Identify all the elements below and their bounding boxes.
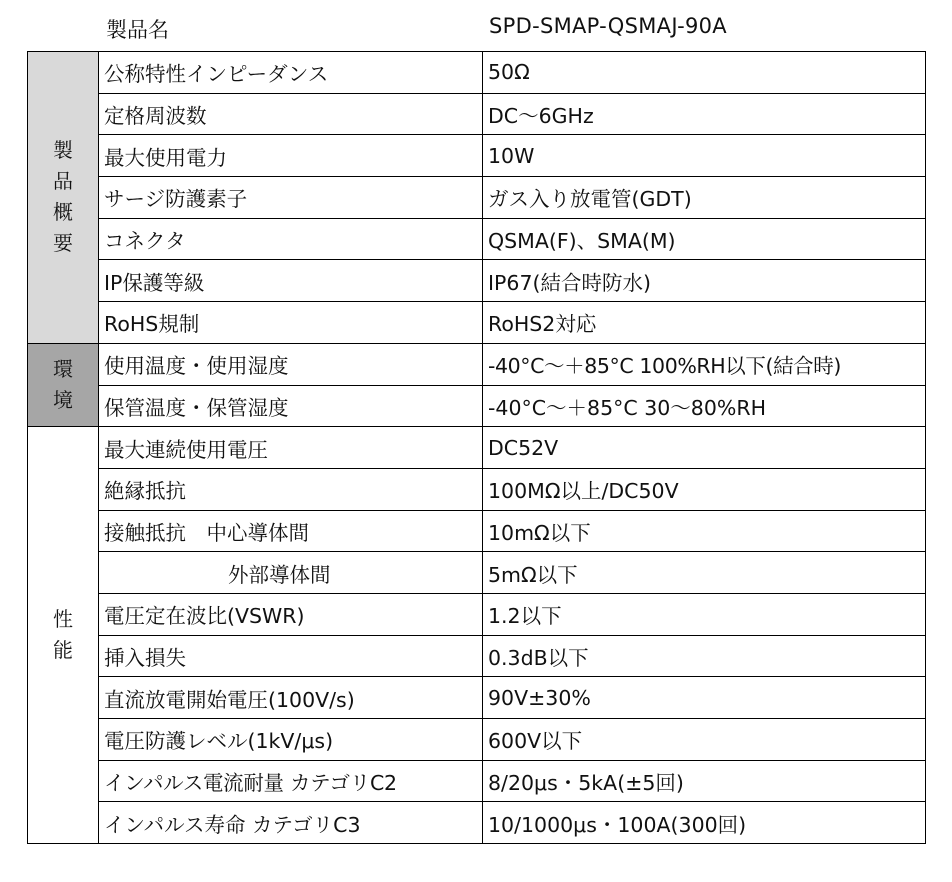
table-row bbox=[28, 218, 926, 260]
category-overview: 製品概要 bbox=[28, 52, 99, 344]
spec-label: 電圧定在波比(VSWR) bbox=[99, 593, 483, 635]
spec-value: 8/20μs・5kA(±5回) bbox=[483, 760, 926, 802]
spec-value: 100MΩ以上/DC50V bbox=[483, 468, 926, 510]
table-row bbox=[28, 52, 926, 94]
table-row bbox=[28, 260, 926, 302]
spec-label: 公称特性インピーダンス bbox=[99, 52, 483, 94]
spec-value: 90V±30% bbox=[483, 677, 926, 719]
spec-label: RoHS規制 bbox=[99, 302, 483, 344]
spec-label: サージ防護素子 bbox=[99, 177, 483, 219]
spec-value: 600V以下 bbox=[483, 719, 926, 761]
spec-label: インパルス寿命 カテゴリC3 bbox=[99, 802, 483, 844]
table-row bbox=[28, 468, 926, 510]
spec-label: 絶縁抵抗 bbox=[99, 468, 483, 510]
spec-label: 外部導体間 bbox=[99, 552, 483, 594]
table-row bbox=[28, 593, 926, 635]
spec-value: DC52V bbox=[483, 427, 926, 469]
spec-label: 最大連続使用電圧 bbox=[99, 427, 483, 469]
table-row bbox=[28, 677, 926, 719]
table-row bbox=[28, 177, 926, 219]
spec-value: IP67(結合時防水) bbox=[483, 260, 926, 302]
product-name-label: 製品名 bbox=[106, 18, 169, 42]
spec-label: 直流放電開始電圧(100V/s) bbox=[99, 677, 483, 719]
spec-value: -40°C〜＋85°C 100%RH以下(結合時) bbox=[483, 343, 926, 385]
table-row bbox=[28, 802, 926, 844]
table-row bbox=[28, 302, 926, 344]
product-name-value: SPD-SMAP-QSMAJ-90A bbox=[489, 14, 727, 38]
spec-label: 最大使用電力 bbox=[99, 135, 483, 177]
header bbox=[0, 0, 952, 52]
spec-label: コネクタ bbox=[99, 218, 483, 260]
table-row bbox=[28, 427, 926, 469]
table-row bbox=[28, 635, 926, 677]
spec-value: 0.3dB以下 bbox=[483, 635, 926, 677]
spec-value: 10/1000μs・100A(300回) bbox=[483, 802, 926, 844]
spec-value: 50Ω bbox=[483, 52, 926, 94]
spec-label: IP保護等級 bbox=[99, 260, 483, 302]
spec-label: 定格周波数 bbox=[99, 93, 483, 135]
spec-label: 使用温度・使用湿度 bbox=[99, 343, 483, 385]
table-row bbox=[28, 135, 926, 177]
spec-value: QSMA(F)、SMA(M) bbox=[483, 218, 926, 260]
spec-value: 10mΩ以下 bbox=[483, 510, 926, 552]
table-row bbox=[28, 510, 926, 552]
table-row bbox=[28, 760, 926, 802]
table-row bbox=[28, 552, 926, 594]
table-row bbox=[28, 343, 926, 385]
spec-value: 1.2以下 bbox=[483, 593, 926, 635]
spec-value: 5mΩ以下 bbox=[483, 552, 926, 594]
category-environment: 環境 bbox=[28, 343, 99, 426]
spec-label: インパルス電流耐量 カテゴリC2 bbox=[99, 760, 483, 802]
spec-value: ガス入り放電管(GDT) bbox=[483, 177, 926, 219]
category-performance: 性能 bbox=[28, 427, 99, 844]
spec-value: 10W bbox=[483, 135, 926, 177]
spec-value: -40°C〜＋85°C 30〜80%RH bbox=[483, 385, 926, 427]
spec-label: 接触抵抗 中心導体間 bbox=[99, 510, 483, 552]
spec-value: RoHS2対応 bbox=[483, 302, 926, 344]
table-row bbox=[28, 719, 926, 761]
spec-value: DC〜6GHz bbox=[483, 93, 926, 135]
table-row bbox=[28, 385, 926, 427]
table-row bbox=[28, 93, 926, 135]
spec-label: 挿入損失 bbox=[99, 635, 483, 677]
spec-label: 保管温度・保管湿度 bbox=[99, 385, 483, 427]
spec-table bbox=[27, 51, 926, 844]
spec-label: 電圧防護レベル(1kV/μs) bbox=[99, 719, 483, 761]
